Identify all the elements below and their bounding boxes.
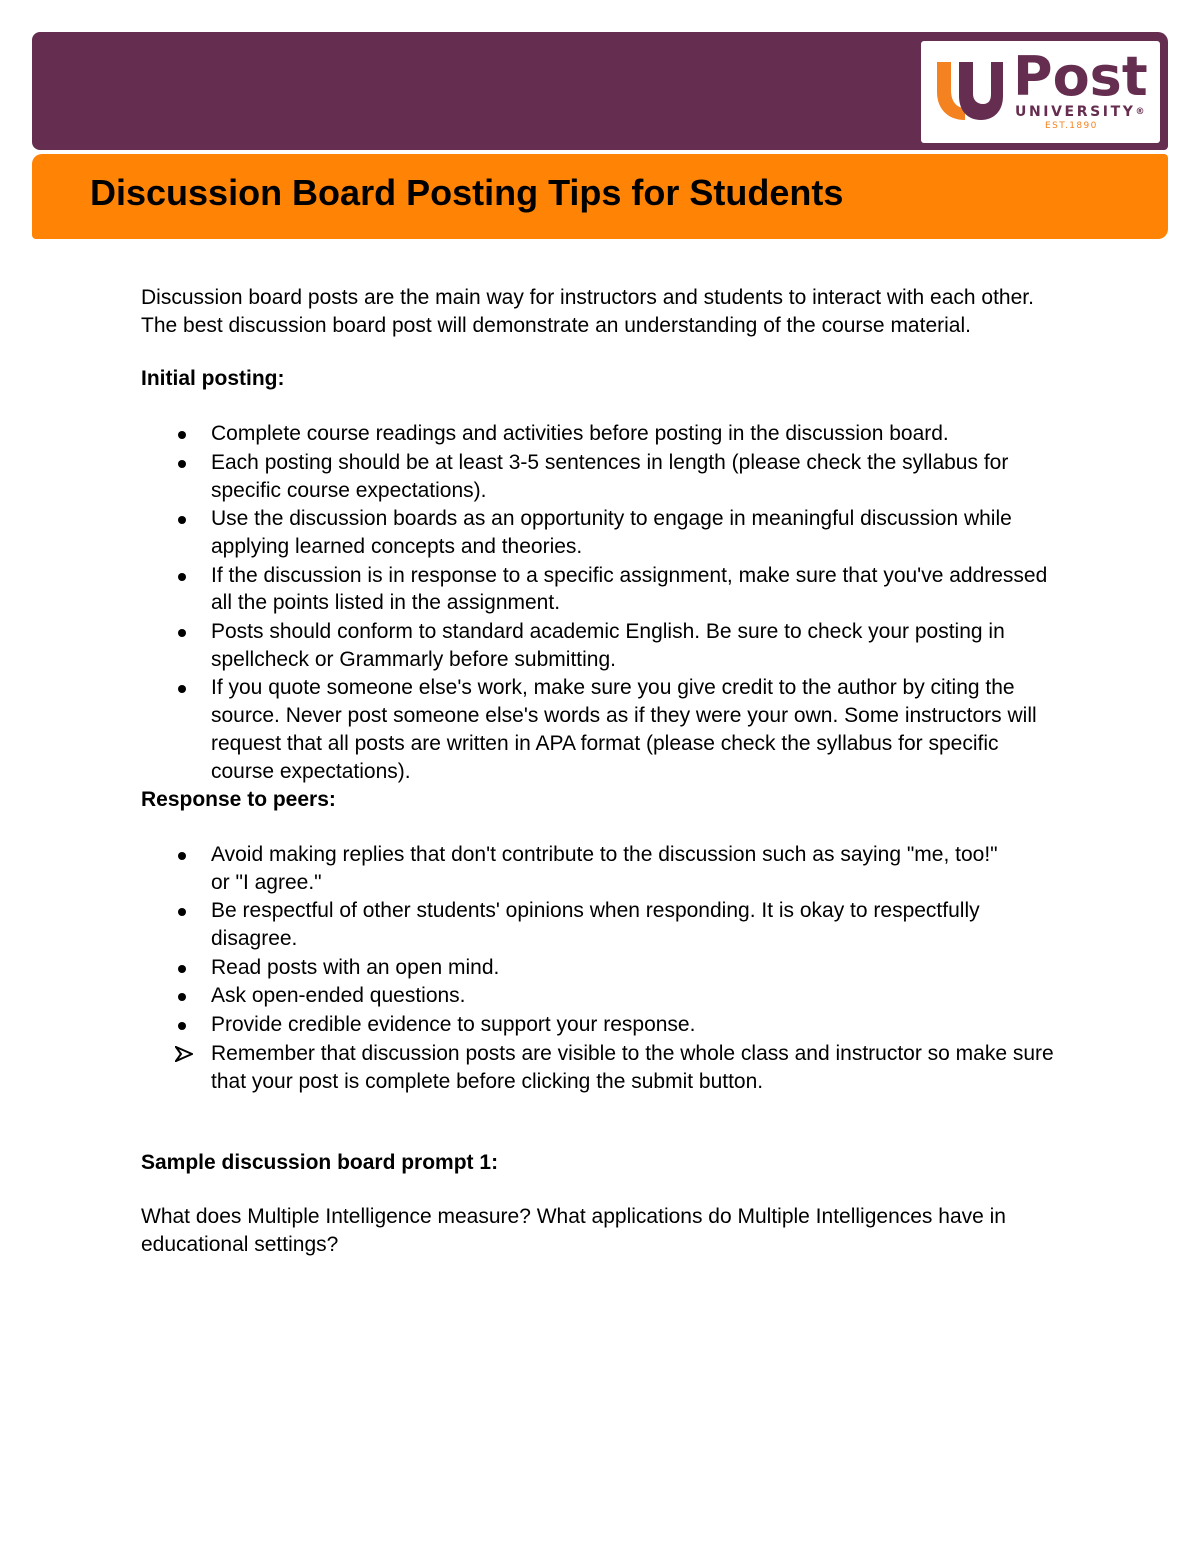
document-body [141,284,1071,1258]
list-item: Provide credible evidence to support your response. [141,1011,1021,1039]
logo-established-text: EST.1890 [1045,121,1098,131]
initial-posting-heading: Initial posting: [141,367,285,391]
page-title: Discussion Board Posting Tips for Students [90,172,844,213]
logo-wordmark: Post [1013,45,1148,108]
list-item: Avoid making replies that don't contribute to the discussion such as saying "me, too!" or "I agree." [141,841,1021,896]
response-to-peers-list [141,841,1021,1039]
intro-paragraph: Discussion board posts are the main way for instructors and students to interact with each other. The best discussion board post will demonstrate an understanding of the course material. [141,286,1034,337]
sample-prompt-text: What does Multiple Intelligence measure? What applications do Multiple Intelligences have in educational settings? [141,1204,1006,1256]
list-item: Complete course readings and activities before posting in the discussion board. [141,420,1061,448]
list-item: If the discussion is in response to a specific assignment, make sure that you've addressed all the points listed in the assignment. [141,562,1061,617]
logo-university-text: UNIVERSITY® [1015,104,1145,120]
post-university-logo [921,41,1160,143]
arrowhead-bullet-icon [175,1046,193,1062]
sample-prompt-heading: Sample discussion board prompt 1: [141,1151,499,1175]
post-university-emblem-icon [935,54,1005,122]
reminder-note [141,1040,1071,1095]
title-band [32,154,1168,239]
list-item: Be respectful of other students' opinions when responding. It is okay to respectfully disagree. [141,897,1021,952]
list-item: Use the discussion boards as an opportunity to engage in meaningful discussion while applying learned concepts and theories. [141,505,1061,560]
list-item: Posts should conform to standard academic English. Be sure to check your posting in spellcheck or Grammarly before submitting. [141,618,1061,673]
reminder-text: Remember that discussion posts are visible to the whole class and instructor so make sure that your post is complete before clicking the submit button. [211,1041,1054,1093]
list-item: Each posting should be at least 3-5 sentences in length (please check the syllabus for specific course expectations). [141,449,1061,504]
list-item: If you quote someone else's work, make sure you give credit to the author by citing the source. Never post someone else's words as if they were your own. Some instructors will request that all posts are written in APA format (please check the syllabus for specific course expectations). [141,674,1061,785]
initial-posting-list [141,420,1061,785]
response-to-peers-heading: Response to peers: [141,788,336,812]
list-item: Ask open-ended questions. [141,982,1021,1010]
list-item: Read posts with an open mind. [141,954,1021,982]
